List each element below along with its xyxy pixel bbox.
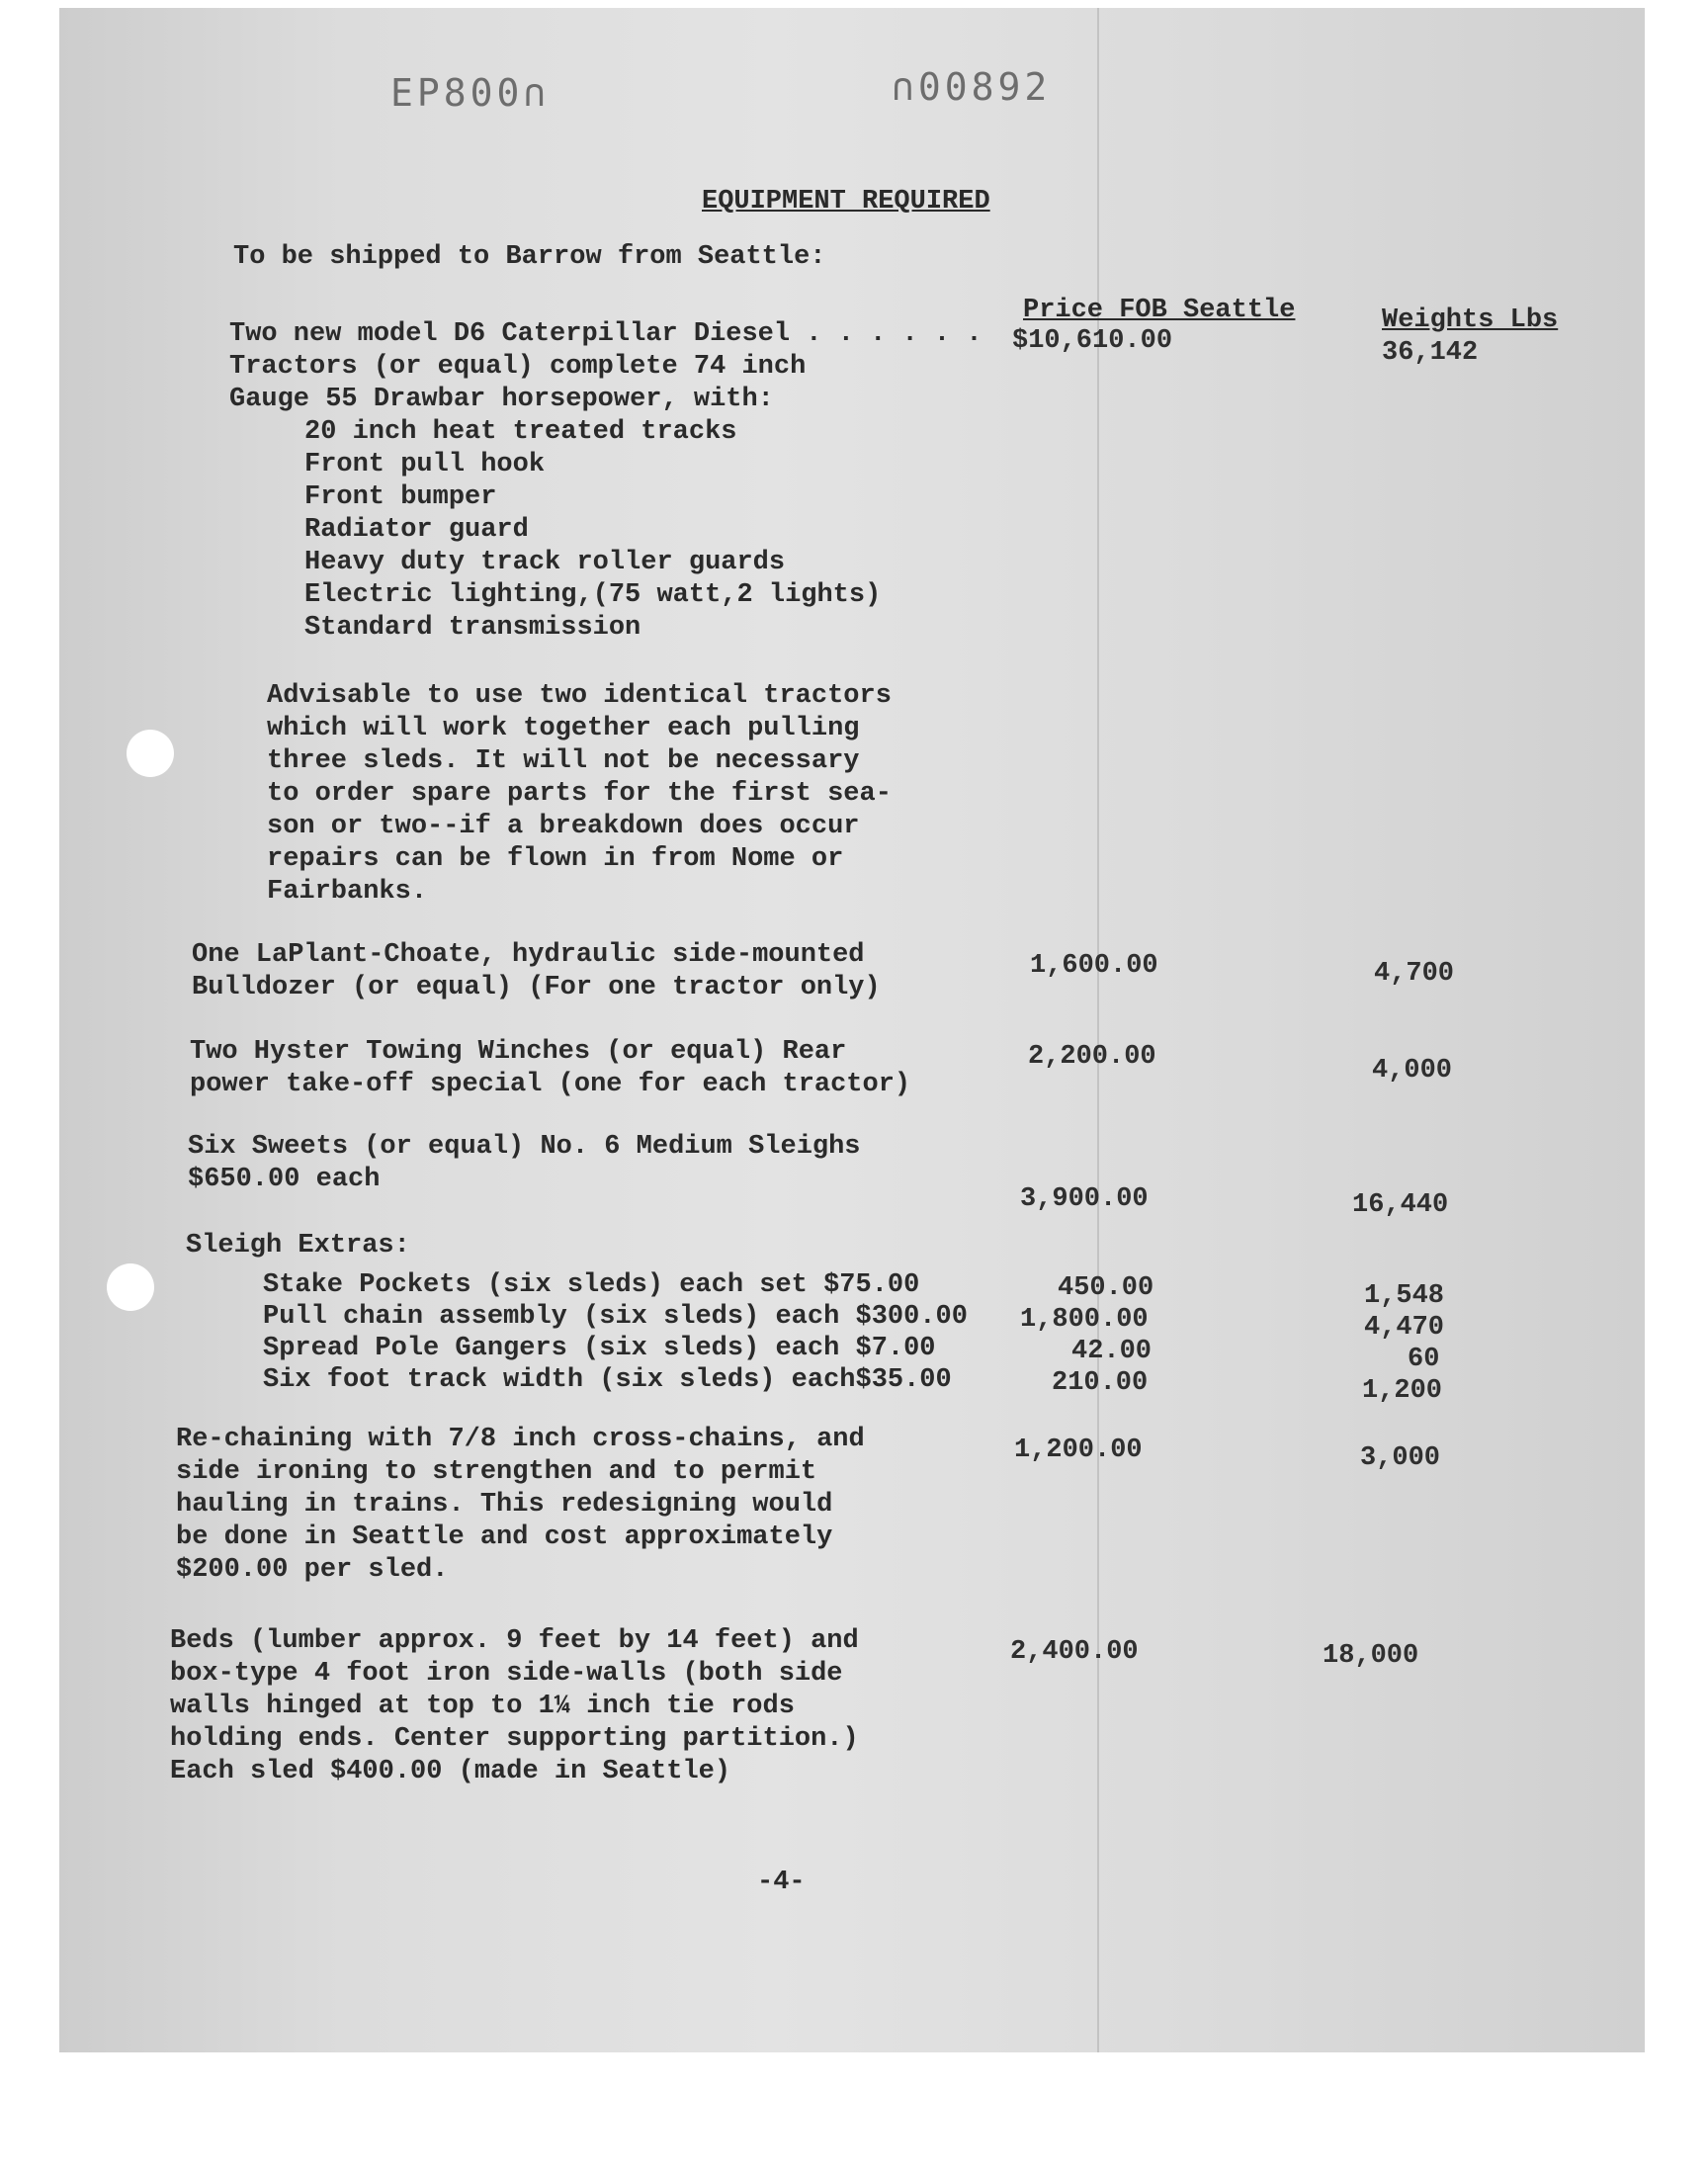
advisory-line: to order spare parts for the first sea- — [267, 779, 892, 809]
stamp-right: ∩00892 — [892, 65, 1052, 109]
price-column-header: Price FOB Seattle — [1023, 296, 1296, 325]
extras-item-weight: 1,548 — [1364, 1281, 1445, 1311]
feature-item: Standard transmission — [304, 613, 641, 643]
extras-item-label: Spread Pole Gangers (six sleds) each $7.00 — [263, 1334, 936, 1363]
bulldozer-line: One LaPlant-Choate, hydraulic side-mounted — [192, 940, 865, 970]
feature-item: 20 inch heat treated tracks — [304, 417, 737, 447]
beds-line: Beds (lumber approx. 9 feet by 14 feet) and — [170, 1626, 859, 1656]
document-page — [59, 8, 1645, 2052]
rechaining-description — [176, 1424, 865, 1587]
feature-item: Electric lighting,(75 watt,2 lights) — [304, 580, 882, 610]
beds-line: box-type 4 foot iron side-walls (both side — [170, 1659, 843, 1689]
extras-item-price: 1,800.00 — [1020, 1305, 1149, 1335]
extras-item-price: 42.00 — [1071, 1337, 1153, 1366]
tractor-features — [304, 416, 881, 645]
punch-hole — [107, 1263, 154, 1311]
beds-weight: 18,000 — [1323, 1641, 1419, 1671]
advisory-line: repairs can be flown in from Nome or — [267, 844, 844, 874]
sleighs-price: 3,900.00 — [1020, 1184, 1149, 1214]
rechaining-line: be done in Seattle and cost approximately — [176, 1522, 833, 1552]
page-number: -4- — [757, 1868, 806, 1897]
tractor-weight: 36,142 — [1382, 338, 1479, 368]
beds-line: walls hinged at top to 1¼ inch tie rods — [170, 1692, 795, 1721]
beds-line: holding ends. Center supporting partition.) — [170, 1724, 859, 1754]
beds-price: 2,400.00 — [1010, 1637, 1139, 1667]
winches-line: Two Hyster Towing Winches (or equal) Rear — [190, 1037, 847, 1067]
bulldozer-price: 1,600.00 — [1030, 951, 1158, 981]
rechaining-price: 1,200.00 — [1014, 1436, 1143, 1465]
tractor-line-3: Gauge 55 Drawbar horsepower, with: — [229, 385, 774, 414]
bulldozer-description — [192, 939, 881, 1004]
extras-item-price: 450.00 — [1058, 1273, 1154, 1303]
beds-line: Each sled $400.00 (made in Seattle) — [170, 1757, 731, 1786]
winches-weight: 4,000 — [1372, 1056, 1453, 1086]
extras-item-price: 210.00 — [1052, 1368, 1149, 1398]
advisory-line: three sleds. It will not be necessary — [267, 746, 860, 776]
extras-heading: Sleigh Extras: — [186, 1231, 410, 1261]
intro-text: To be shipped to Barrow from Seattle: — [233, 242, 826, 272]
sleighs-description — [188, 1131, 861, 1196]
rechaining-weight: 3,000 — [1360, 1443, 1441, 1473]
advisory-line: which will work together each pulling — [267, 714, 860, 743]
tractor-price: $10,610.00 — [1012, 326, 1173, 356]
advisory-line: Advisable to use two identical tractors — [267, 681, 892, 711]
tractor-line-1: Two new model D6 Caterpillar Diesel . . . . . . — [229, 319, 982, 349]
rechaining-line: hauling in trains. This redesigning would — [176, 1490, 833, 1520]
sleighs-weight: 16,440 — [1352, 1190, 1449, 1220]
bulldozer-line: Bulldozer (or equal) (For one tractor only) — [192, 973, 881, 1002]
extras-item-weight: 1,200 — [1362, 1376, 1443, 1406]
feature-item: Front pull hook — [304, 450, 546, 479]
beds-description — [170, 1625, 859, 1788]
feature-item: Heavy duty track roller guards — [304, 548, 786, 577]
extras-item-weight: 4,470 — [1364, 1313, 1445, 1343]
tractor-line-2: Tractors (or equal) complete 74 inch — [229, 352, 807, 382]
weight-column-header: Weights Lbs — [1382, 305, 1559, 335]
extras-item-label: Pull chain assembly (six sleds) each $300.00 — [263, 1302, 968, 1332]
winches-price: 2,200.00 — [1028, 1042, 1156, 1072]
punch-hole — [127, 730, 174, 777]
advisory-line: son or two--if a breakdown does occur — [267, 812, 860, 841]
rechaining-line: Re-chaining with 7/8 inch cross-chains, and — [176, 1425, 865, 1454]
bulldozer-weight: 4,700 — [1374, 959, 1455, 989]
advisory-paragraph — [267, 680, 892, 909]
extras-item-weight: 60 — [1408, 1345, 1440, 1374]
page-title: EQUIPMENT REQUIRED — [702, 187, 990, 217]
rechaining-line: $200.00 per sled. — [176, 1555, 449, 1585]
rechaining-line: side ironing to strengthen and to permit — [176, 1457, 817, 1487]
sleighs-line: Six Sweets (or equal) No. 6 Medium Sleighs — [188, 1132, 861, 1162]
extras-item-label: Stake Pockets (six sleds) each set $75.00 — [263, 1270, 920, 1300]
winches-line: power take-off special (one for each tractor) — [190, 1070, 911, 1099]
feature-item: Radiator guard — [304, 515, 529, 545]
stamp-left: EP800∩ — [390, 71, 551, 115]
feature-item: Front bumper — [304, 482, 497, 512]
extras-item-label: Six foot track width (six sleds) each$35.00 — [263, 1365, 952, 1395]
sleighs-line: $650.00 each — [188, 1165, 381, 1194]
advisory-line: Fairbanks. — [267, 877, 428, 907]
winches-description — [190, 1036, 910, 1101]
